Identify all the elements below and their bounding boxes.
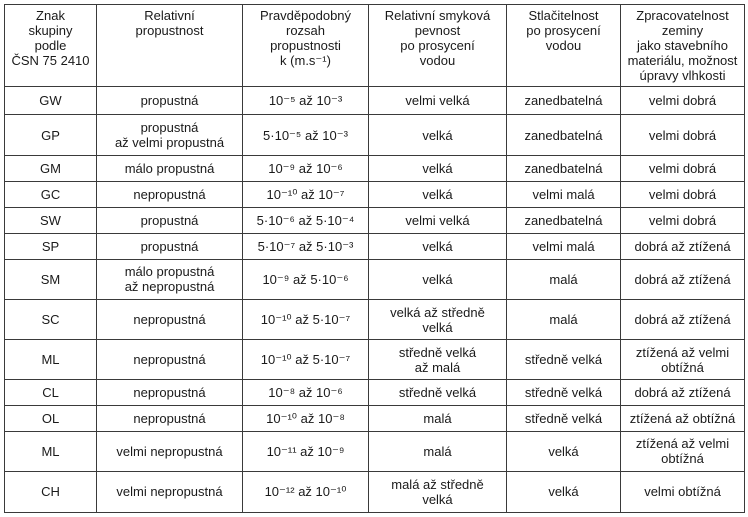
permeability-cell: nepropustná [97,340,243,380]
permeability-range-cell [243,406,369,432]
soil-classification-table [4,4,745,513]
workability-cell: dobrá až ztížená [621,259,745,300]
shear-strength-cell: velká [369,115,507,156]
workability-cell: dobrá až ztížená [621,300,745,340]
permeability-cell: velmi nepropustná [97,471,243,512]
permeability-cell: málo propustná až nepropustná [97,259,243,300]
range-from: 10⁻⁹ [262,271,290,287]
table-row [5,156,745,182]
workability-cell: ztížená až velmi obtížná [621,432,745,472]
range-to: 5·10⁻⁴ [315,212,355,228]
compressibility-cell: malá [507,259,621,300]
compressibility-cell: zanedbatelná [507,207,621,233]
range-to: 5·10⁻⁷ [312,352,351,368]
compressibility-cell: malá [507,300,621,340]
range-to: 10⁻³ [316,93,343,109]
range-to: 10⁻¹⁰ [315,484,347,500]
group-code-cell: SP [5,233,97,259]
workability-cell: velmi dobrá [621,87,745,115]
workability-cell: velmi dobrá [621,207,745,233]
permeability-range-cell [243,156,369,182]
shear-strength-cell: velká až středně velká [369,300,507,340]
table-row [5,300,745,340]
compressibility-cell: středně velká [507,406,621,432]
permeability-cell: nepropustná [97,406,243,432]
header-shear-strength: Relativní smyková pevnost po prosycení vodou [369,5,507,87]
permeability-cell: nepropustná [97,300,243,340]
range-joiner: až [299,93,313,109]
permeability-cell: velmi nepropustná [97,432,243,472]
range-joiner: až [300,443,314,459]
compressibility-cell: velmi malá [507,233,621,259]
shear-strength-cell: malá až středně velká [369,471,507,512]
shear-strength-cell: středně velká až malá [369,340,507,380]
range-from: 10⁻⁵ [268,93,296,109]
table-row [5,471,745,512]
group-code-cell: ML [5,432,97,472]
group-code-cell: GM [5,156,97,182]
header-compressibility: Stlačitelnost po prosycení vodou [507,5,621,87]
range-from: 10⁻¹⁰ [266,186,298,202]
range-to: 10⁻⁶ [316,385,343,401]
range-from: 10⁻⁸ [268,385,296,401]
range-to: 10⁻⁸ [318,411,345,427]
workability-cell: velmi dobrá [621,156,745,182]
workability-cell: velmi dobrá [621,181,745,207]
permeability-range-cell [243,207,369,233]
table-row [5,233,745,259]
compressibility-cell: velmi malá [507,181,621,207]
range-joiner: až [298,160,313,176]
shear-strength-cell: velká [369,233,507,259]
shear-strength-cell: velká [369,156,507,182]
range-joiner: až [298,238,313,254]
range-from: 10⁻¹⁰ [260,312,292,328]
range-to: 10⁻⁶ [316,160,343,176]
range-joiner: až [301,186,315,202]
table-row [5,432,745,472]
range-to: 10⁻³ [322,127,348,143]
table-row [5,207,745,233]
group-code-cell: SC [5,300,97,340]
table-row [5,259,745,300]
permeability-cell: propustná [97,233,243,259]
range-to: 10⁻⁹ [317,443,345,459]
permeability-range-cell [243,181,369,207]
compressibility-cell: zanedbatelná [507,87,621,115]
range-from: 10⁻⁹ [268,160,296,176]
range-joiner: až [295,352,309,368]
permeability-range-cell [243,87,369,115]
workability-cell: ztížená až obtížná [621,406,745,432]
range-from: 5·10⁻⁵ [263,127,302,143]
group-code-cell: CL [5,380,97,406]
workability-cell: dobrá až ztížená [621,233,745,259]
compressibility-cell: velká [507,432,621,472]
permeability-cell: propustná [97,207,243,233]
table-row [5,406,745,432]
compressibility-cell: zanedbatelná [507,156,621,182]
range-joiner: až [292,271,307,287]
range-from: 10⁻¹⁰ [266,411,298,427]
group-code-cell: OL [5,406,97,432]
permeability-range-cell [243,471,369,512]
workability-cell: velmi dobrá [621,115,745,156]
workability-cell: ztížená až velmi obtížná [621,340,745,380]
range-from: 10⁻¹⁰ [260,352,292,368]
range-joiner: až [298,212,313,228]
range-joiner: až [295,312,309,328]
group-code-cell: SW [5,207,97,233]
shear-strength-cell: velmi velká [369,207,507,233]
shear-strength-cell: velká [369,181,507,207]
permeability-range-cell [243,233,369,259]
shear-strength-cell: středně velká [369,380,507,406]
permeability-cell: propustná až velmi propustná [97,115,243,156]
permeability-range-cell [243,380,369,406]
group-code-cell: GW [5,87,97,115]
range-joiner: až [304,127,319,143]
workability-cell: velmi obtížná [621,471,745,512]
permeability-range-cell [243,300,369,340]
range-from: 5·10⁻⁶ [256,212,295,228]
range-from: 10⁻¹² [264,484,295,500]
permeability-range-cell [243,432,369,472]
header-row [5,5,745,87]
shear-strength-cell: velmi velká [369,87,507,115]
permeability-range-cell [243,115,369,156]
group-code-cell: SM [5,259,97,300]
shear-strength-cell: malá [369,432,507,472]
permeability-range-cell [243,259,369,300]
table-row [5,340,745,380]
range-joiner: až [298,484,312,500]
group-code-cell: GP [5,115,97,156]
header-workability: Zpracovatelnost zeminy jako stavebního materiálu, možnost úpravy vlhkosti [621,5,745,87]
range-joiner: až [300,411,315,427]
header-relative-permeability: Relativní propustnost [97,5,243,87]
compressibility-cell: středně velká [507,380,621,406]
permeability-cell: propustná [97,87,243,115]
permeability-cell: nepropustná [97,380,243,406]
group-code-cell: GC [5,181,97,207]
permeability-cell: nepropustná [97,181,243,207]
range-joiner: až [298,385,313,401]
table-row [5,380,745,406]
range-from: 10⁻¹¹ [266,443,297,459]
shear-strength-cell: velká [369,259,507,300]
permeability-cell: málo propustná [97,156,243,182]
table-row [5,115,745,156]
range-to: 5·10⁻⁷ [312,312,351,328]
compressibility-cell: zanedbatelná [507,115,621,156]
group-code-cell: CH [5,471,97,512]
table-row [5,181,745,207]
range-to: 10⁻⁷ [318,186,345,202]
shear-strength-cell: malá [369,406,507,432]
range-to: 5·10⁻⁶ [310,271,349,287]
header-permeability-range: Pravděpodobný rozsah propustnosti k (m.s⁻¹) [243,5,369,87]
permeability-range-cell [243,340,369,380]
range-from: 5·10⁻⁷ [257,238,296,254]
header-group-code: Znak skupiny podle ČSN 75 2410 [5,5,97,87]
table-row [5,87,745,115]
group-code-cell: ML [5,340,97,380]
range-to: 5·10⁻³ [316,238,354,254]
workability-cell: dobrá až ztížená [621,380,745,406]
compressibility-cell: středně velká [507,340,621,380]
compressibility-cell: velká [507,471,621,512]
